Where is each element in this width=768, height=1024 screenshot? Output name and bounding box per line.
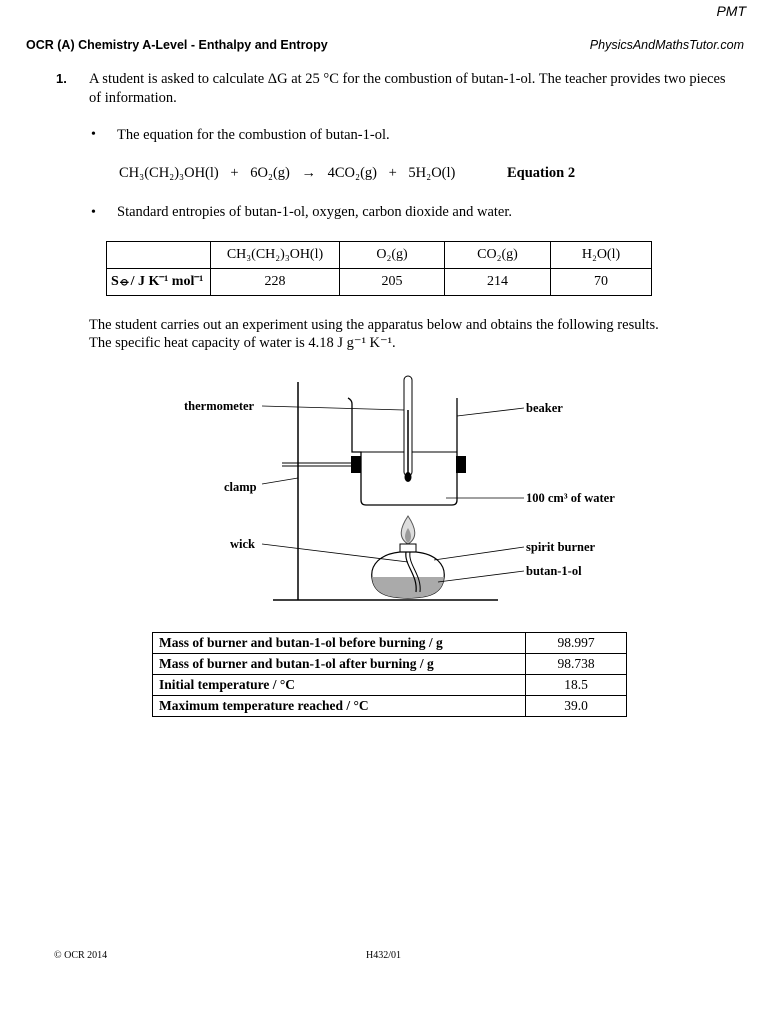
- pmt-mark: PMT: [716, 3, 746, 19]
- results-value-max-temp: 39.0: [526, 696, 627, 717]
- experiment-line-1: The student carries out an experiment using the apparatus below and obtains the following results.: [89, 317, 659, 333]
- label-wick: wick: [230, 537, 255, 551]
- results-row-initial-temp: [153, 675, 627, 696]
- entropy-header-oxygen: O₂(g): [340, 242, 445, 269]
- bullet-dot-2: •: [91, 205, 96, 220]
- results-value-initial-temp: 18.5: [526, 675, 627, 696]
- entropy-header-water: H₂O(l): [551, 242, 652, 269]
- label-beaker: beaker: [526, 401, 563, 415]
- results-label-mass-before: Mass of burner and butan-1-ol before burning / g: [153, 633, 526, 654]
- entropy-value-water: 70: [551, 269, 652, 296]
- bullet-text-1: The equation for the combustion of butan-1-ol.: [117, 127, 390, 143]
- eq-product-2: 5H₂O(l): [408, 165, 456, 181]
- eq-plus-1: +: [230, 165, 239, 181]
- results-row-max-temp: [153, 696, 627, 717]
- footer-copyright: © OCR 2014: [54, 950, 108, 961]
- label-clamp: clamp: [224, 480, 257, 494]
- eq-arrow: →: [301, 165, 316, 181]
- question-intro: A student is asked to calculate ΔG at 25 °C for the combustion of butan-1-ol. The teacher provides two pieces of information.: [89, 71, 726, 106]
- equation-label: Equation 2: [507, 165, 576, 181]
- footer-paper-code: H432/01: [366, 950, 401, 961]
- site-name: PhysicsAndMathsTutor.com: [589, 38, 744, 52]
- results-label-mass-after: Mass of burner and butan-1-ol after burning / g: [153, 654, 526, 675]
- clamp-pad-left: [351, 456, 361, 473]
- eq-product-1: 4CO₂(g): [327, 165, 377, 181]
- label-butanol: butan-1-ol: [526, 564, 582, 578]
- entropy-table: [106, 241, 652, 296]
- results-table: [152, 632, 627, 717]
- entropy-header-empty: [107, 242, 211, 269]
- results-row-mass-after: [153, 654, 627, 675]
- question-number: 1.: [56, 71, 67, 86]
- label-water: 100 cm³ of water: [526, 491, 615, 505]
- bullet-dot-1: •: [91, 127, 96, 142]
- label-spirit-burner: spirit burner: [526, 540, 596, 554]
- results-value-mass-after: 98.738: [526, 654, 627, 675]
- eq-reactant-2: 6O₂(g): [250, 165, 290, 181]
- results-value-mass-before: 98.997: [526, 633, 627, 654]
- experiment-line-2: The specific heat capacity of water is 4.18 J g⁻¹ K⁻¹.: [89, 335, 396, 351]
- entropy-value-co2: 214: [445, 269, 551, 296]
- entropy-row-label: S⦵/ J K⁻¹ mol⁻¹: [107, 269, 211, 296]
- page-subject-header: OCR (A) Chemistry A-Level - Enthalpy and Entropy: [26, 38, 328, 52]
- bullet-text-2: Standard entropies of butan-1-ol, oxygen, carbon dioxide and water.: [117, 204, 513, 220]
- eq-plus-2: +: [388, 165, 397, 181]
- butan-1-ol-fuel: [372, 577, 444, 598]
- entropy-table-header-row: [107, 242, 652, 269]
- entropy-value-butanol: 228: [211, 269, 340, 296]
- thermometer-bulb: [405, 472, 412, 482]
- apparatus-diagram: [0, 370, 768, 610]
- entropy-table-value-row: [107, 269, 652, 296]
- entropy-header-butanol: CH₃(CH₂)₃OH(l): [211, 242, 340, 269]
- eq-reactant-1: CH₃(CH₂)₃OH(l): [119, 165, 219, 181]
- results-label-max-temp: Maximum temperature reached / °C: [153, 696, 526, 717]
- results-label-initial-temp: Initial temperature / °C: [153, 675, 526, 696]
- entropy-header-co2: CO₂(g): [445, 242, 551, 269]
- burner-cap: [400, 544, 416, 552]
- experiment-paragraph: [89, 316, 739, 352]
- entropy-value-oxygen: 205: [340, 269, 445, 296]
- label-thermometer: thermometer: [184, 399, 255, 413]
- combustion-equation: [119, 165, 455, 182]
- results-row-mass-before: [153, 633, 627, 654]
